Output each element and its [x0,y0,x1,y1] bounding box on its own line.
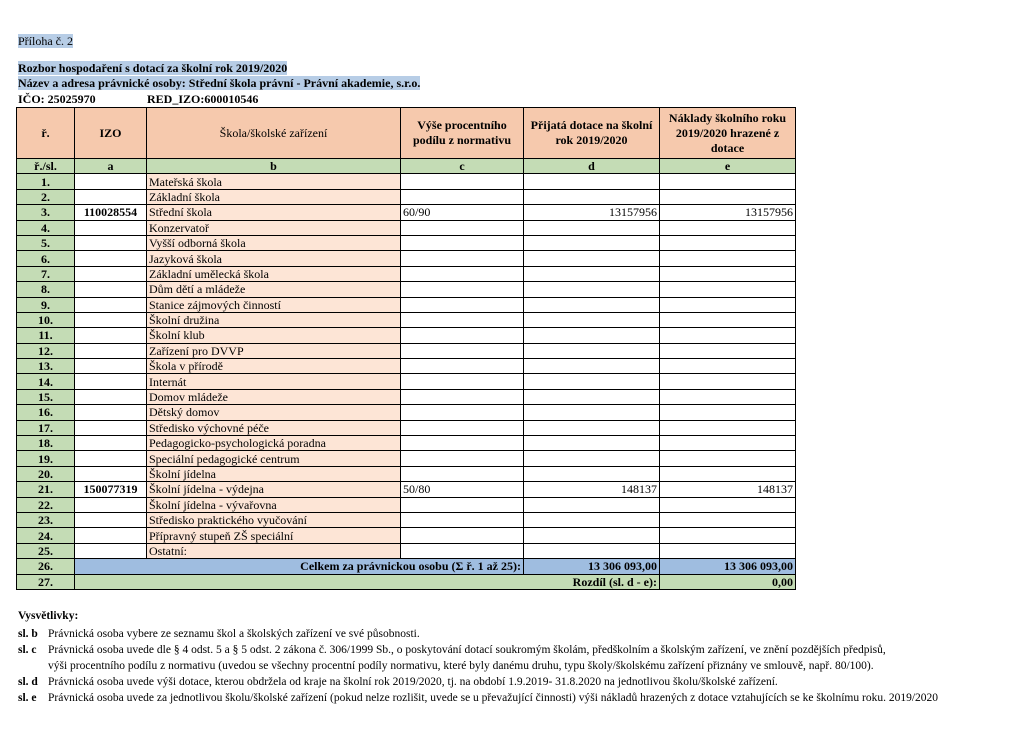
note-e: sl. e Právnická osoba uvede za jednotlivou školu/školské zařízení (pokud nelze rozlišit, uvede se u převažující činnosti) výši nákladů hrazených z dotace vztahujících se ke školnímu roku. 2019/2020 [18,692,939,704]
percent-cell [401,266,524,281]
izo-cell [75,312,147,327]
percent-cell [401,359,524,374]
table-row [17,328,796,343]
izo-cell [75,543,147,558]
subsidy-cell [524,420,660,435]
izo-cell [75,220,147,235]
row-number: 24. [17,528,75,543]
row-number: 8. [17,282,75,297]
subsidy-cell [524,497,660,512]
row-number: 25. [17,543,75,558]
percent-cell [401,436,524,451]
row-number: 19. [17,451,75,466]
school-name-cell: Středisko výchovné péče [147,420,401,435]
costs-cell [660,436,796,451]
identifiers [18,92,259,106]
row-number: 22. [17,497,75,512]
percent-cell [401,220,524,235]
difference-value: 0,00 [660,574,796,589]
row-number: 15. [17,389,75,404]
school-name-cell: Škola v přírodě [147,359,401,374]
header-costs: Náklady školního roku 2019/2020 hrazené z dotace [660,108,796,159]
table-row [17,482,796,497]
red-izo-label: RED_IZO:600010546 [147,92,259,106]
izo-cell [75,420,147,435]
ico-label: IČO: 25025970 [18,92,96,106]
notes-heading: Vysvětlivky: [18,610,79,622]
school-name-cell: Dětský domov [147,405,401,420]
costs-cell [660,451,796,466]
costs-cell [660,343,796,358]
table-row [17,266,796,281]
percent-cell [401,189,524,204]
row-number: 13. [17,359,75,374]
header-school: Škola/školské zařízení [147,108,401,159]
school-name-cell: Ostatní: [147,543,401,558]
table-row [17,528,796,543]
subsidy-cell [524,220,660,235]
izo-cell [75,451,147,466]
row-number: 14. [17,374,75,389]
izo-cell [75,497,147,512]
row-number: 10. [17,312,75,327]
subsidy-cell [524,436,660,451]
costs-cell [660,282,796,297]
costs-cell [660,328,796,343]
percent-cell [401,528,524,543]
school-name-cell: Dům dětí a mládeže [147,282,401,297]
header-izo: IZO [75,108,147,159]
percent-cell: 60/90 [401,205,524,220]
header-subsidy: Přijatá dotace na školní rok 2019/2020 [524,108,660,159]
entity-name: Název a adresa právnické osoby: Střední škola právní - Právní akademie, s.r.o. [18,76,421,90]
costs-cell [660,466,796,481]
row-number: 3. [17,205,75,220]
letter-e: e [660,159,796,174]
izo-cell [75,512,147,527]
percent-cell [401,389,524,404]
subsidy-cell [524,512,660,527]
table-row [17,436,796,451]
subsidy-cell [524,282,660,297]
subsidy-cell [524,297,660,312]
row-number: 17. [17,420,75,435]
percent-cell [401,405,524,420]
letter-r: ř./sl. [17,159,75,174]
row-number: 4. [17,220,75,235]
subsidy-cell [524,374,660,389]
subsidy-cell [524,312,660,327]
header-percent: Výše procentního podílu z normativu [401,108,524,159]
header-row-number: ř. [17,108,75,159]
subsidy-cell [524,359,660,374]
costs-cell [660,235,796,250]
izo-cell [75,405,147,420]
costs-cell [660,528,796,543]
izo-cell [75,343,147,358]
total-row [17,559,796,574]
school-name-cell: Středisko praktického vyučování [147,512,401,527]
costs-cell [660,389,796,404]
explanatory-notes [18,608,938,706]
subsidy-cell [524,405,660,420]
table-row [17,420,796,435]
row-number: 6. [17,251,75,266]
costs-cell [660,359,796,374]
costs-cell [660,312,796,327]
costs-cell [660,251,796,266]
percent-cell [401,174,524,189]
subsidy-cell: 148137 [524,482,660,497]
school-name-cell: Vyšší odborná škola [147,235,401,250]
school-name-cell: Speciální pedagogické centrum [147,451,401,466]
percent-cell [401,497,524,512]
izo-cell [75,251,147,266]
school-name-cell: Přípravný stupeň ZŠ speciální [147,528,401,543]
school-name-cell: Základní škola [147,189,401,204]
table-row [17,343,796,358]
percent-cell [401,512,524,527]
subsidy-cell [524,451,660,466]
letter-a: a [75,159,147,174]
table-row [17,451,796,466]
subsidy-cell [524,189,660,204]
costs-cell [660,220,796,235]
school-name-cell: Konzervatoř [147,220,401,235]
percent-cell [401,343,524,358]
izo-cell [75,374,147,389]
subsidy-cell [524,343,660,358]
note-c: sl. c Právnická osoba uvede dle § 4 odst. 5 a § 5 odst. 2 zákona č. 306/1999 Sb., o poskytování dotací soukromým školám, předškolním a školským zařízení, ve znění pozdějších předpisů, [18,644,886,656]
table-row [17,512,796,527]
school-name-cell: Jazyková škola [147,251,401,266]
letter-b: b [147,159,401,174]
izo-cell [75,436,147,451]
letter-c: c [401,159,524,174]
note-c-continued: výši procentního podílu z normativu (uvedou se všechny procentní podíly normativu, které byly danému druhu, typu školy/školskému zařízení přiznány ve smlouvě, např. 80/100). [48,660,874,672]
costs-cell [660,497,796,512]
school-name-cell: Školní klub [147,328,401,343]
difference-row [17,574,796,589]
subsidy-cell [524,389,660,404]
table-row [17,374,796,389]
izo-cell [75,189,147,204]
percent-cell [401,451,524,466]
table-row [17,405,796,420]
school-name-cell: Zařízení pro DVVP [147,343,401,358]
school-name-cell: Střední škola [147,205,401,220]
difference-label: Rozdíl (sl. d - e): [75,574,660,589]
table-row [17,297,796,312]
total-subsidy: 13 306 093,00 [524,559,660,574]
table-row [17,497,796,512]
izo-cell [75,328,147,343]
row-number: 18. [17,436,75,451]
difference-row-number: 27. [17,574,75,589]
document-title: Rozbor hospodaření s dotací za školní rok 2019/2020 [18,61,288,75]
school-name-cell: Školní družina [147,312,401,327]
izo-cell [75,282,147,297]
percent-cell [401,374,524,389]
school-name-cell: Domov mládeže [147,389,401,404]
table-row [17,251,796,266]
table-row [17,174,796,189]
izo-cell [75,174,147,189]
table-row [17,543,796,558]
school-name-cell: Školní jídelna - vývařovna [147,497,401,512]
subsidy-cell [524,543,660,558]
costs-cell: 148137 [660,482,796,497]
percent-cell [401,251,524,266]
row-number: 23. [17,512,75,527]
costs-cell [660,174,796,189]
subsidy-cell [524,528,660,543]
izo-cell [75,235,147,250]
school-name-cell: Základní umělecká škola [147,266,401,281]
subsidy-cell [524,251,660,266]
costs-cell [660,420,796,435]
row-number: 16. [17,405,75,420]
table-row [17,359,796,374]
table-header-row [17,108,796,159]
note-d: sl. d Právnická osoba uvede výši dotace, kterou obdržela od kraje na školní rok 2019/2020, tj. na období 1.9.2019- 31.8.2020 na jednotlivou školu/školské zařízení. [18,676,778,688]
percent-cell [401,297,524,312]
note-b: sl. b Právnická osoba vybere ze seznamu škol a školských zařízení ve své působnosti. [18,628,420,640]
izo-cell [75,297,147,312]
row-number: 11. [17,328,75,343]
table-row [17,282,796,297]
school-name-cell: Pedagogicko-psychologická poradna [147,436,401,451]
table-row [17,389,796,404]
total-label: Celkem za právnickou osobu (Σ ř. 1 až 25): [75,559,524,574]
izo-cell [75,466,147,481]
costs-cell [660,297,796,312]
subsidy-cell [524,466,660,481]
costs-cell [660,405,796,420]
subsidy-cell [524,174,660,189]
subsidy-cell: 13157956 [524,205,660,220]
letter-d: d [524,159,660,174]
percent-cell [401,466,524,481]
column-letters-row [17,159,796,174]
row-number: 2. [17,189,75,204]
row-number: 20. [17,466,75,481]
school-name-cell: Školní jídelna - výdejna [147,482,401,497]
school-name-cell: Stanice zájmových činností [147,297,401,312]
costs-cell: 13157956 [660,205,796,220]
izo-cell [75,389,147,404]
izo-cell: 110028554 [75,205,147,220]
percent-cell [401,312,524,327]
subsidy-table [16,107,796,590]
row-number: 9. [17,297,75,312]
row-number: 5. [17,235,75,250]
row-number: 1. [17,174,75,189]
percent-cell [401,235,524,250]
izo-cell [75,359,147,374]
row-number: 12. [17,343,75,358]
total-row-number: 26. [17,559,75,574]
subsidy-cell [524,266,660,281]
table-row [17,205,796,220]
table-row [17,312,796,327]
costs-cell [660,266,796,281]
percent-cell [401,328,524,343]
school-name-cell: Mateřská škola [147,174,401,189]
table-row [17,235,796,250]
table-row [17,189,796,204]
izo-cell [75,528,147,543]
costs-cell [660,512,796,527]
attachment-label: Příloha č. 2 [18,34,73,48]
percent-cell [401,420,524,435]
row-number: 21. [17,482,75,497]
costs-cell [660,374,796,389]
izo-cell: 150077319 [75,482,147,497]
costs-cell [660,543,796,558]
costs-cell [660,189,796,204]
subsidy-cell [524,328,660,343]
percent-cell: 50/80 [401,482,524,497]
percent-cell [401,543,524,558]
subsidy-cell [524,235,660,250]
total-costs: 13 306 093,00 [660,559,796,574]
row-number: 7. [17,266,75,281]
table-row [17,220,796,235]
school-name-cell: Školní jídelna [147,466,401,481]
school-name-cell: Internát [147,374,401,389]
izo-cell [75,266,147,281]
table-row [17,466,796,481]
percent-cell [401,282,524,297]
